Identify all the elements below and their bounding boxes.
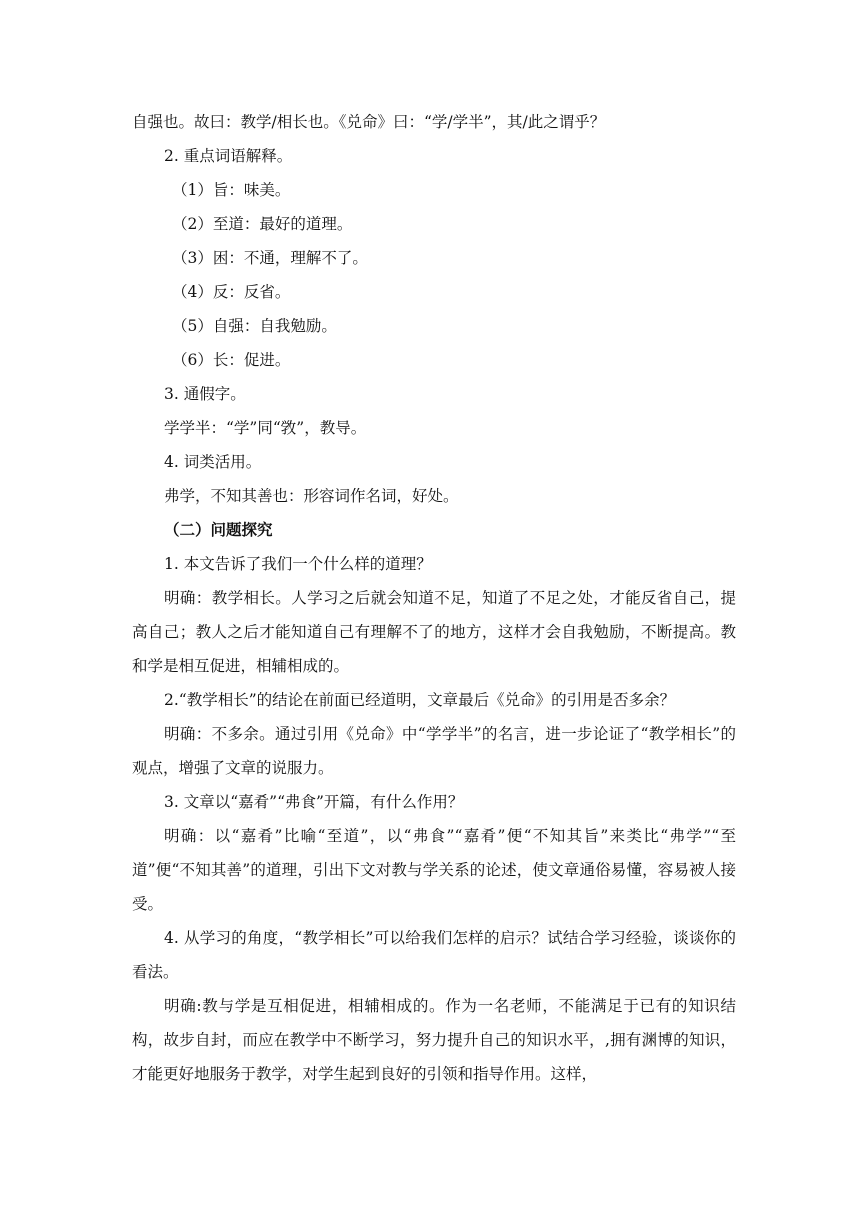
text-line: （6）长：促进。: [172, 351, 291, 369]
text-line: （5）自强：自我勉励。: [172, 317, 337, 335]
text-line: （4）反：反省。: [172, 283, 291, 301]
text-line: 3. 文章以“嘉肴”“弗食”开篇，有什么作用？: [164, 793, 464, 811]
text-line: （2）至道：最好的道理。: [172, 215, 353, 233]
text-line: 2. 重点词语解释。: [164, 147, 293, 165]
text-line: （3）困：不通，理解不了。: [172, 249, 368, 267]
text-line: 3. 通假字。: [164, 385, 246, 403]
text-line: 学学半：“学”同“敩”，教导。: [164, 419, 367, 437]
text-line: 明确：不多余。通过引用《兑命》中“学学半”的名言，进一步论证了“教学相长”的观点，增强了文章的说服力。: [132, 725, 736, 777]
text-line: 自强也。故曰：教学/相长也。《兑命》曰：“学/学半”，其/此之谓乎？: [132, 113, 606, 131]
text-line: （1）旨：味美。: [172, 181, 291, 199]
text-line: 4. 词类活用。: [164, 453, 262, 471]
text-line: 2.“教学相长”的结论在前面已经道明，文章最后《兑命》的引用是否多余？: [164, 691, 676, 709]
text-line: 1. 本文告诉了我们一个什么样的道理？: [164, 555, 432, 573]
text-line: 明确:教与学是互相促进，相辅相成的。作为一名老师，不能满足于已有的知识结构，故步自封，而应在教学中不断学习，努力提升自己的知识水平，,拥有渊博的知识，才能更好地服务于教学，对学生起到良好的引领和指导作用。这样，: [132, 997, 736, 1083]
document-body: [132, 105, 736, 1091]
text-line: 明确：教学相长。人学习之后就会知道不足，知道了不足之处，才能反省自己，提高自己；教人之后才能知道自己有理解不了的地方，这样才会自我勉励，不断提高。教和学是相互促进，相辅相成的。: [132, 589, 736, 675]
section-heading: （二）问题探究: [164, 520, 273, 539]
text-line: 4. 从学习的角度，“教学相长”可以给我们怎样的启示？试结合学习经验，谈谈你的看法。: [132, 929, 736, 981]
text-line: 弗学，不知其善也：形容词作名词，好处。: [164, 487, 459, 505]
text-line: 明确：以“嘉肴”比喻“至道”，以“弗食”“嘉肴”便“不知其旨”来类比“弗学”“至道”便“不知其善”的道理，引出下文对教与学关系的论述，使文章通俗易懂，容易被人接受。: [132, 827, 736, 913]
